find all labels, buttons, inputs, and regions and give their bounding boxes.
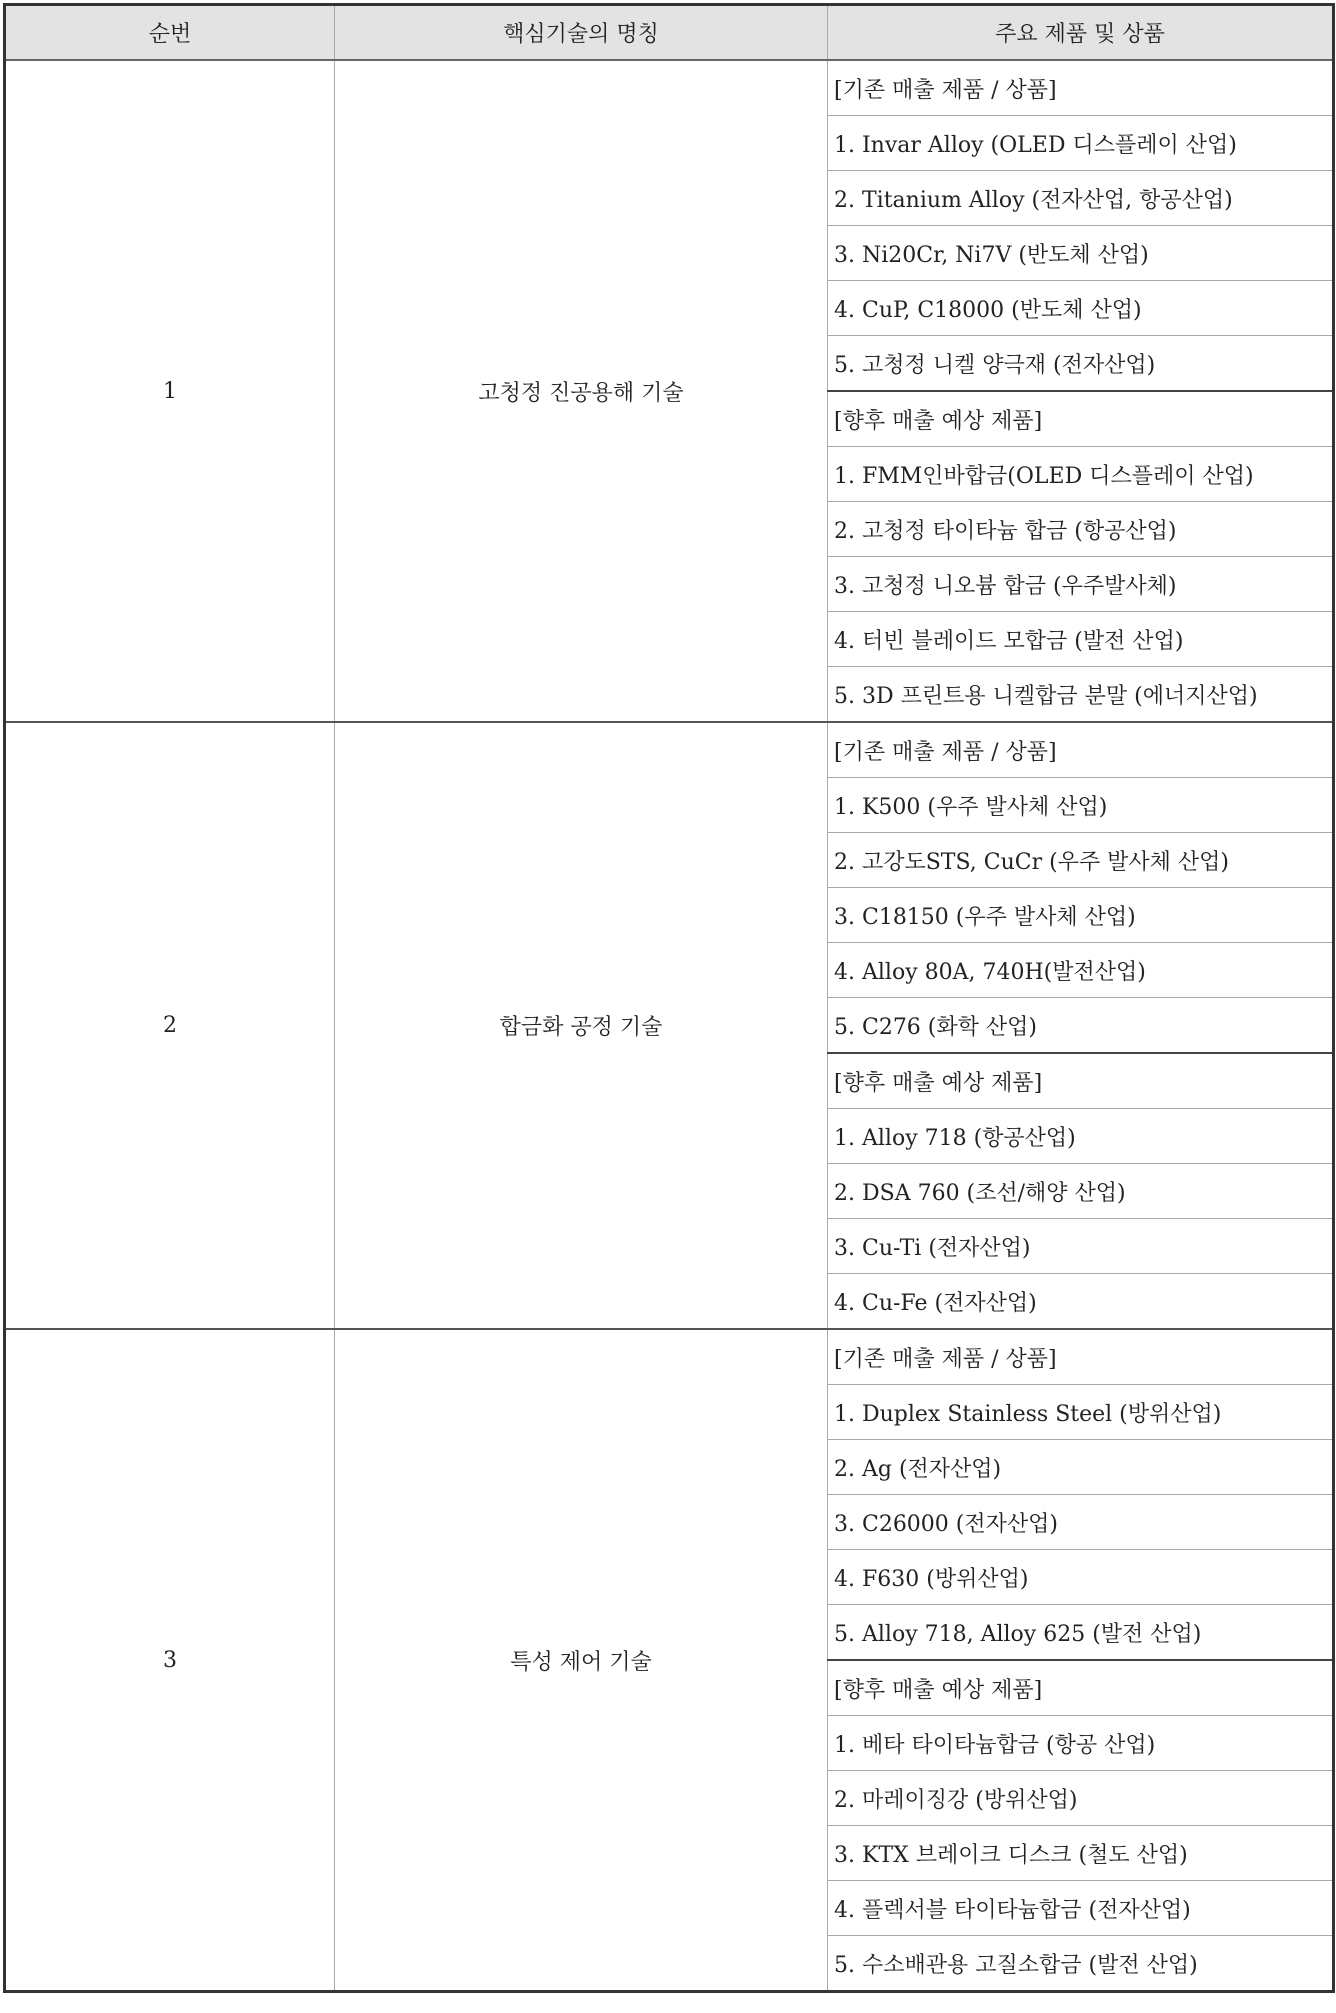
product-item: 1. K500 (우주 발사체 산업) bbox=[828, 778, 1334, 833]
product-item: 5. 3D 프린트용 니켈합금 분말 (에너지산업) bbox=[828, 667, 1334, 723]
product-item: 5. Alloy 718, Alloy 625 (발전 산업) bbox=[828, 1605, 1334, 1661]
product-item: 4. CuP, C18000 (반도체 산업) bbox=[828, 281, 1334, 336]
product-item: 2. DSA 760 (조선/해양 산업) bbox=[828, 1164, 1334, 1219]
product-item: 3. 고청정 니오븀 합금 (우주발사체) bbox=[828, 557, 1334, 612]
product-item: 2. Titanium Alloy (전자산업, 항공산업) bbox=[828, 171, 1334, 226]
table-row bbox=[5, 1329, 1334, 1385]
header-number: 순번 bbox=[5, 5, 335, 61]
product-item: 5. C276 (화학 산업) bbox=[828, 998, 1334, 1054]
product-item: 2. 고강도STS, CuCr (우주 발사체 산업) bbox=[828, 833, 1334, 888]
product-item: 3. Cu-Ti (전자산업) bbox=[828, 1219, 1334, 1274]
product-item: 4. 터빈 블레이드 모합금 (발전 산업) bbox=[828, 612, 1334, 667]
product-item: 2. 마레이징강 (방위산업) bbox=[828, 1771, 1334, 1826]
product-category-heading: [향후 매출 예상 제품] bbox=[828, 1053, 1334, 1109]
product-category-heading: [향후 매출 예상 제품] bbox=[828, 1660, 1334, 1716]
table-row bbox=[5, 60, 1334, 116]
table-row bbox=[5, 722, 1334, 778]
product-item: 2. Ag (전자산업) bbox=[828, 1440, 1334, 1495]
product-item: 1. Invar Alloy (OLED 디스플레이 산업) bbox=[828, 116, 1334, 171]
product-item: 1. Duplex Stainless Steel (방위산업) bbox=[828, 1385, 1334, 1440]
product-item: 4. 플렉서블 타이타늄합금 (전자산업) bbox=[828, 1881, 1334, 1936]
product-item: 3. C18150 (우주 발사체 산업) bbox=[828, 888, 1334, 943]
technology-name: 고청정 진공용해 기술 bbox=[335, 60, 828, 722]
product-item: 1. 베타 타이타늄합금 (항공 산업) bbox=[828, 1716, 1334, 1771]
table-header-row bbox=[5, 5, 1334, 61]
product-item: 5. 고청정 니켈 양극재 (전자산업) bbox=[828, 336, 1334, 392]
row-number: 2 bbox=[5, 722, 335, 1329]
product-category-heading: [기존 매출 제품 / 상품] bbox=[828, 1329, 1334, 1385]
product-item: 3. KTX 브레이크 디스크 (철도 산업) bbox=[828, 1826, 1334, 1881]
core-technology-table bbox=[3, 3, 1335, 1993]
technology-name: 합금화 공정 기술 bbox=[335, 722, 828, 1329]
product-item: 4. Cu-Fe (전자산업) bbox=[828, 1274, 1334, 1330]
product-item: 3. Ni20Cr, Ni7V (반도체 산업) bbox=[828, 226, 1334, 281]
product-category-heading: [기존 매출 제품 / 상품] bbox=[828, 60, 1334, 116]
header-main-products: 주요 제품 및 상품 bbox=[828, 5, 1334, 61]
product-item: 5. 수소배관용 고질소합금 (발전 산업) bbox=[828, 1936, 1334, 1992]
row-number: 1 bbox=[5, 60, 335, 722]
product-item: 1. FMM인바합금(OLED 디스플레이 산업) bbox=[828, 447, 1334, 502]
product-item: 2. 고청정 타이타늄 합금 (항공산업) bbox=[828, 502, 1334, 557]
product-category-heading: [기존 매출 제품 / 상품] bbox=[828, 722, 1334, 778]
product-item: 4. Alloy 80A, 740H(발전산업) bbox=[828, 943, 1334, 998]
table-body bbox=[5, 60, 1334, 1992]
header-technology-name: 핵심기술의 명칭 bbox=[335, 5, 828, 61]
product-category-heading: [향후 매출 예상 제품] bbox=[828, 391, 1334, 447]
product-item: 1. Alloy 718 (항공산업) bbox=[828, 1109, 1334, 1164]
technology-name: 특성 제어 기술 bbox=[335, 1329, 828, 1992]
product-item: 4. F630 (방위산업) bbox=[828, 1550, 1334, 1605]
row-number: 3 bbox=[5, 1329, 335, 1992]
product-item: 3. C26000 (전자산업) bbox=[828, 1495, 1334, 1550]
